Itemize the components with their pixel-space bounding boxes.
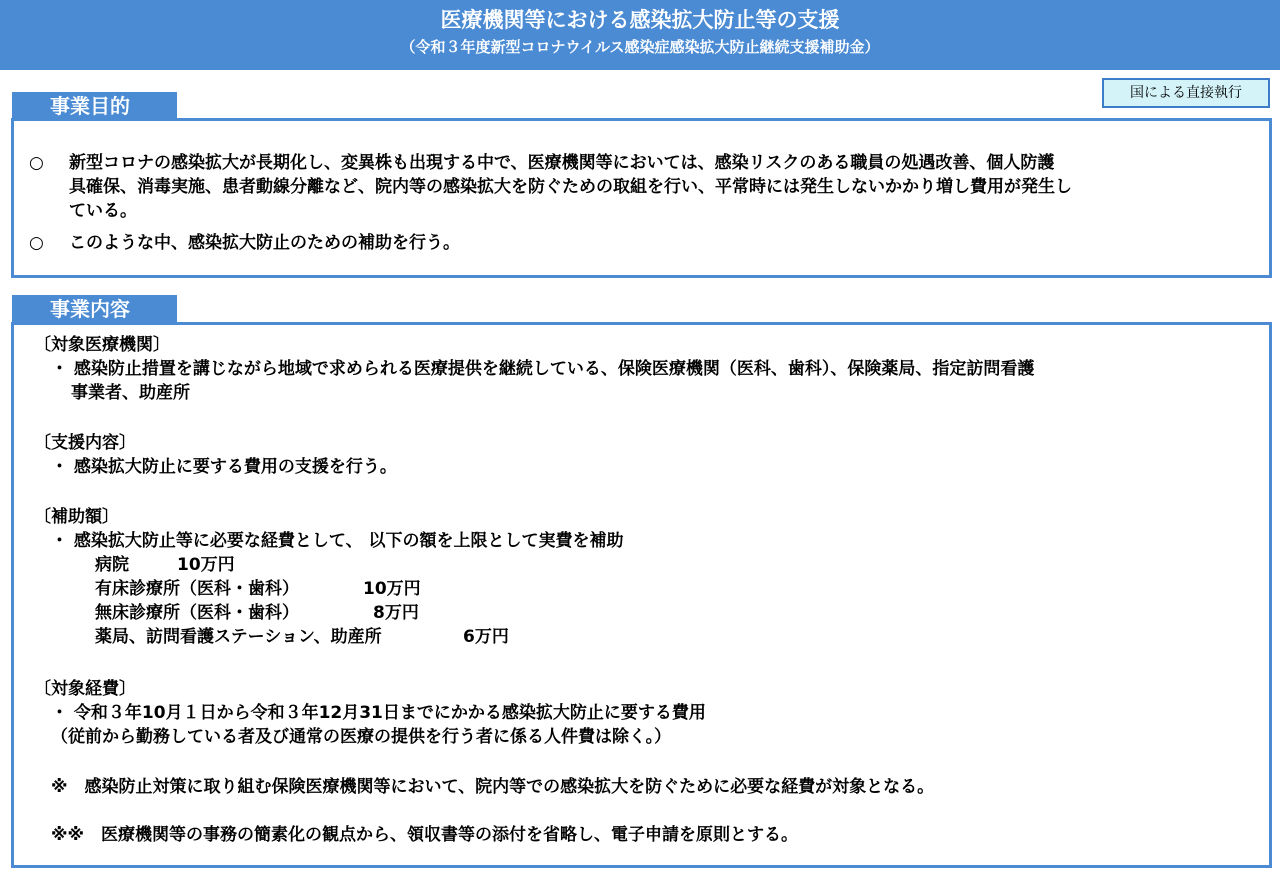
- amount-label: 薬局、訪問看護ステーション、助産所: [95, 627, 382, 647]
- target-line: 事業者、助産所: [71, 383, 190, 403]
- cost-line: （従前から勤務している者及び通常の医療の提供を行う者に係る人件費は除く。）: [51, 727, 672, 747]
- purpose-item: [29, 151, 1259, 221]
- amount-label: 病院: [95, 555, 129, 575]
- note: ※※ 医療機関等の事務の簡素化の観点から、領収書等の添付を省略し、電子申請を原則とする。: [51, 825, 799, 845]
- purpose-line: ている。: [69, 201, 137, 221]
- amount-heading: 〔補助額〕: [34, 507, 119, 527]
- content-tab: 事業内容: [12, 295, 177, 323]
- purpose-line: 具確保、消毒実施、患者動線分離など、院内等の感染拡大を防ぐための取組を行い、平常時には発生しないかかり増し費用が発生し: [69, 177, 1072, 197]
- purpose-line: 新型コロナの感染拡大が長期化し、変異株も出現する中で、医療機関等においては、感染リスクのある職員の処遇改善、個人防護: [69, 153, 1055, 173]
- purpose-line: このような中、感染拡大防止のための補助を行う。: [69, 233, 460, 253]
- note: ※ 感染防止対策に取り組む保険医療機関等において、院内等での感染拡大を防ぐために必要な経費が対象となる。: [51, 777, 935, 797]
- support-line: ・ 感染拡大防止に要する費用の支援を行う。: [51, 457, 397, 477]
- target-heading: 〔対象医療機関〕: [34, 335, 170, 355]
- circle-bullet: ○: [29, 233, 44, 253]
- amount-value: 6万円: [463, 627, 509, 647]
- amount-label: 有床診療所（医科・歯科）: [95, 579, 299, 599]
- purpose-tab: 事業目的: [12, 92, 177, 120]
- page-header: [0, 0, 1280, 70]
- target-line: ・ 感染防止措置を講じながら地域で求められる医療提供を継続している、保険医療機関（医科、歯科）、保険薬局、指定訪問看護: [51, 359, 1035, 379]
- purpose-item: [29, 231, 1259, 255]
- cost-line: ・ 令和３年10月１日から令和３年12月31日までにかかる感染拡大防止に要する費用: [51, 703, 706, 723]
- amount-line: ・ 感染拡大防止等に必要な経費として、 以下の額を上限として実費を補助: [51, 531, 624, 551]
- amount-label: 無床診療所（医科・歯科）: [95, 603, 299, 623]
- cost-heading: 〔対象経費〕: [34, 679, 136, 699]
- amount-value: 10万円: [363, 579, 421, 599]
- purpose-text: [69, 151, 1264, 223]
- amount-value: 8万円: [373, 603, 419, 623]
- amount-value: 10万円: [177, 555, 235, 575]
- purpose-box: [11, 118, 1272, 278]
- page-subtitle: （令和３年度新型コロナウイルス感染症感染拡大防止継続支援補助金）: [400, 38, 880, 56]
- purpose-text: [69, 231, 1264, 255]
- circle-bullet: ○: [29, 153, 44, 173]
- support-heading: 〔支援内容〕: [34, 433, 136, 453]
- content-box: [11, 322, 1272, 868]
- page-title: 医療機関等における感染拡大防止等の支援: [440, 8, 840, 32]
- execution-badge: 国による直接執行: [1102, 78, 1270, 108]
